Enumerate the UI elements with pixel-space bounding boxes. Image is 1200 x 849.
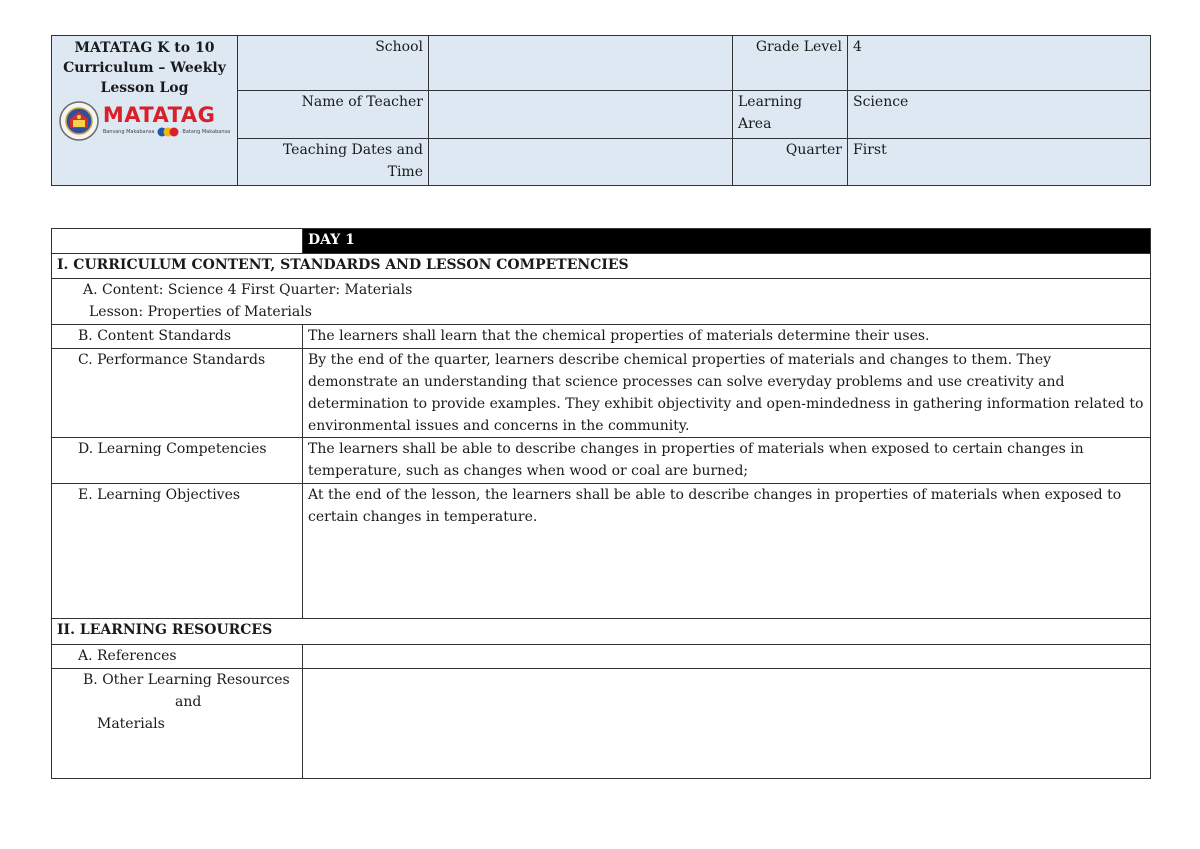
table-row <box>52 484 1151 619</box>
hands-icon <box>157 126 179 138</box>
other-resources-label: B. Other Learning Resources and Materials <box>52 669 303 779</box>
brand-tagline-left: Bansang Makabansa <box>102 128 155 135</box>
deped-seal-icon <box>59 101 99 141</box>
quarter-value[interactable]: First <box>848 139 1151 186</box>
school-value[interactable] <box>429 36 733 91</box>
learning-objectives-value[interactable]: At the end of the lesson, the learners shall be able to describe changes in properties of materials when exposed to certain changes in temperature. <box>303 484 1151 619</box>
references-label: A. References <box>52 645 303 669</box>
table-row <box>52 349 1151 438</box>
school-label: School <box>238 36 429 91</box>
teacher-value[interactable] <box>429 91 733 139</box>
log-title-line1: MATATAG K to 10 <box>74 40 215 56</box>
lesson-log-table <box>51 228 1151 779</box>
teaching-dates-value[interactable] <box>429 139 733 186</box>
table-row <box>52 645 1151 669</box>
learning-area-value[interactable]: Science <box>848 91 1151 139</box>
section-title-curriculum: I. CURRICULUM CONTENT, STANDARDS AND LESSON COMPETENCIES <box>52 254 1151 279</box>
table-row <box>52 438 1151 484</box>
learning-objectives-label: E. Learning Objectives <box>52 484 303 619</box>
content-standards-value[interactable]: The learners shall learn that the chemical properties of materials determine their uses. <box>303 325 1151 349</box>
header-table <box>51 35 1151 186</box>
section-title-resources: II. LEARNING RESOURCES <box>52 619 1151 645</box>
log-title-line2: Curriculum – Weekly <box>63 60 226 76</box>
teaching-dates-label: Teaching Dates and Time <box>238 139 429 186</box>
performance-standards-label: C. Performance Standards <box>52 349 303 438</box>
content-row <box>52 279 1151 325</box>
learning-competencies-value[interactable]: The learners shall be able to describe changes in properties of materials when exposed to certain changes in temperature, such as changes when wood or coal are burned; <box>303 438 1151 484</box>
day-header: DAY 1 <box>303 229 1151 254</box>
table-row <box>52 669 1151 779</box>
learning-area-label: Learning Area <box>733 91 848 139</box>
quarter-label: Quarter <box>733 139 848 186</box>
brand-wordmark: MATATAG <box>102 103 216 127</box>
brand-tagline-right: Batang Makabansa <box>182 128 231 135</box>
log-title-line3: Lesson Log <box>100 80 189 96</box>
teacher-label: Name of Teacher <box>238 91 429 139</box>
table-row <box>52 325 1151 349</box>
day-header-blank <box>52 229 303 254</box>
other-resources-value[interactable] <box>303 669 1151 779</box>
logo-cell <box>52 36 238 186</box>
grade-level-value[interactable]: 4 <box>848 36 1151 91</box>
grade-level-label: Grade Level <box>733 36 848 91</box>
matatag-logo <box>57 101 232 141</box>
learning-competencies-label: D. Learning Competencies <box>52 438 303 484</box>
lesson-line: Lesson: Properties of Materials <box>89 304 312 320</box>
references-value[interactable] <box>303 645 1151 669</box>
content-line: A. Content: Science 4 First Quarter: Materials <box>83 282 413 298</box>
content-standards-label: B. Content Standards <box>52 325 303 349</box>
performance-standards-value[interactable]: By the end of the quarter, learners describe chemical properties of materials and changes to them. They demonstrate an understanding that science processes can solve everyday problems and use creativity and determination to provide examples. They exhibit objectivity and open-mindedness in gathering information related to environmental issues and concerns in the community. <box>303 349 1151 438</box>
